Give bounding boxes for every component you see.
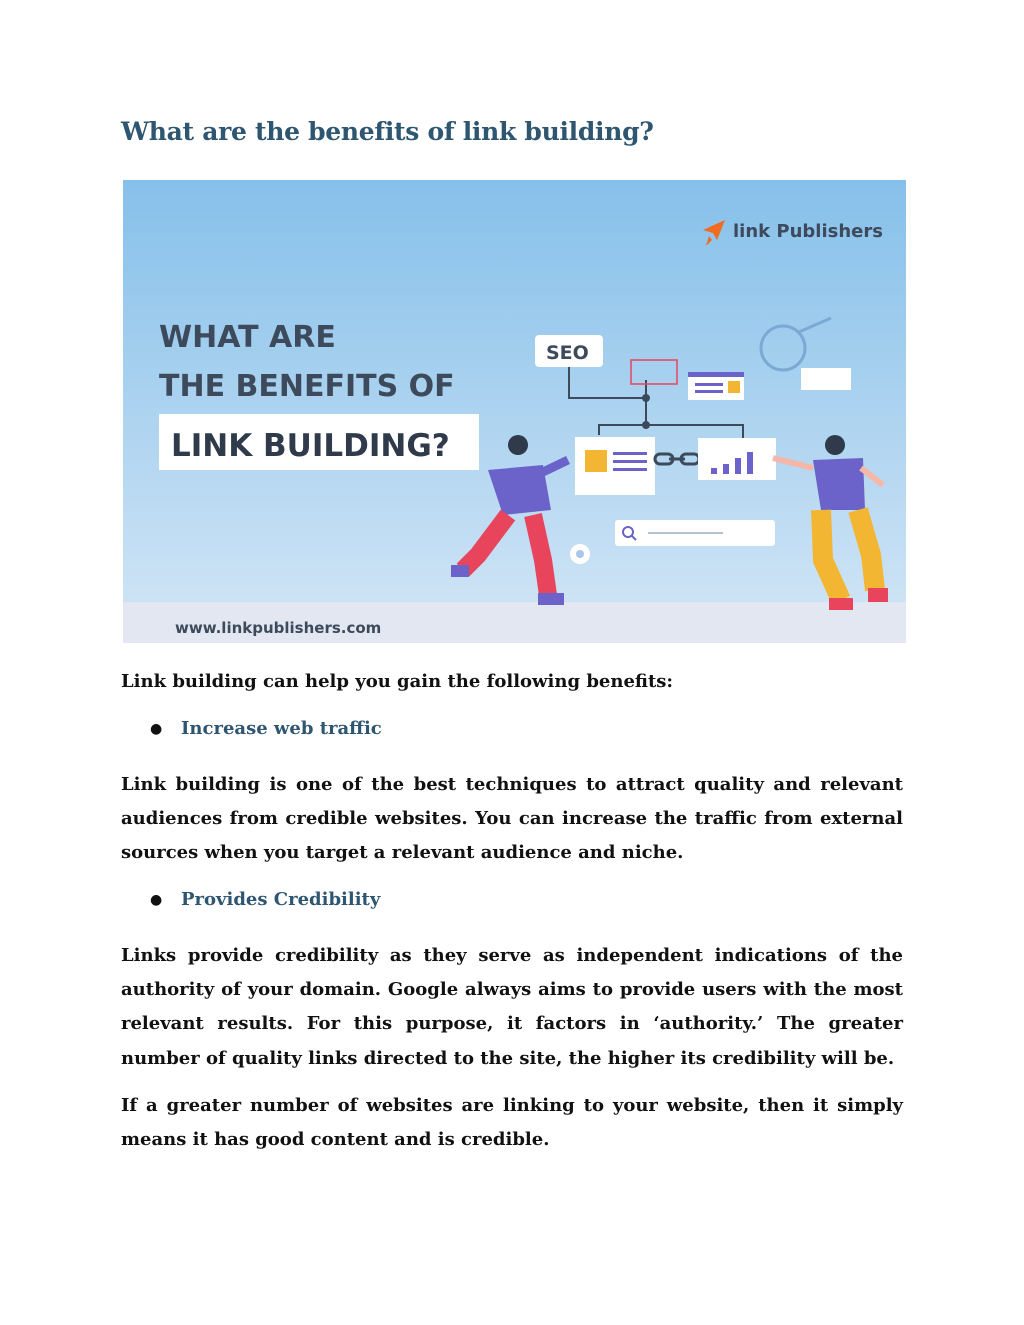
paragraph-credibility: Links provide credibility as they serve as independent indications of the authority of your domain. Google always aims to provide users with the most relevant results. For this purpose, it factors in ‘authority.’ The greater number of quality links directed to the site, the higher its credibility will be. [121, 945, 903, 1069]
hero-banner-image [123, 180, 906, 643]
paragraph-credibility-conclusion: If a greater number of websites are linking to your website, then it simply means it has good content and is credible. [121, 1095, 903, 1151]
section-heading-label: Provides Credibility [181, 889, 381, 910]
section-heading-traffic [150, 718, 382, 739]
hero-headline-line2: THE BENEFITS OF [159, 369, 455, 404]
corner-window-card [801, 368, 851, 390]
intro-text: Link building can help you gain the following benefits: [121, 671, 674, 692]
website-url: www.linkpublishers.com [175, 619, 382, 637]
hero-headline-highlight: LINK BUILDING? [171, 428, 450, 464]
bullet-icon: ● [150, 720, 163, 737]
page-title: What are the benefits of link building? [121, 117, 654, 146]
section-heading-label: Increase web traffic [181, 718, 382, 739]
gear-icon [570, 544, 590, 564]
brand-name: link Publishers [733, 221, 883, 242]
banner-background [123, 180, 906, 643]
paragraph-traffic: Link building is one of the best techniques to attract quality and relevant audiences from credible websites. You can increase the traffic from external sources when you target a relevant audience and niche. [121, 774, 903, 864]
bullet-icon: ● [150, 891, 163, 908]
seo-tag-label: SEO [546, 342, 589, 364]
hero-headline-line1: WHAT ARE [159, 320, 336, 355]
section-heading-credibility [150, 889, 380, 910]
